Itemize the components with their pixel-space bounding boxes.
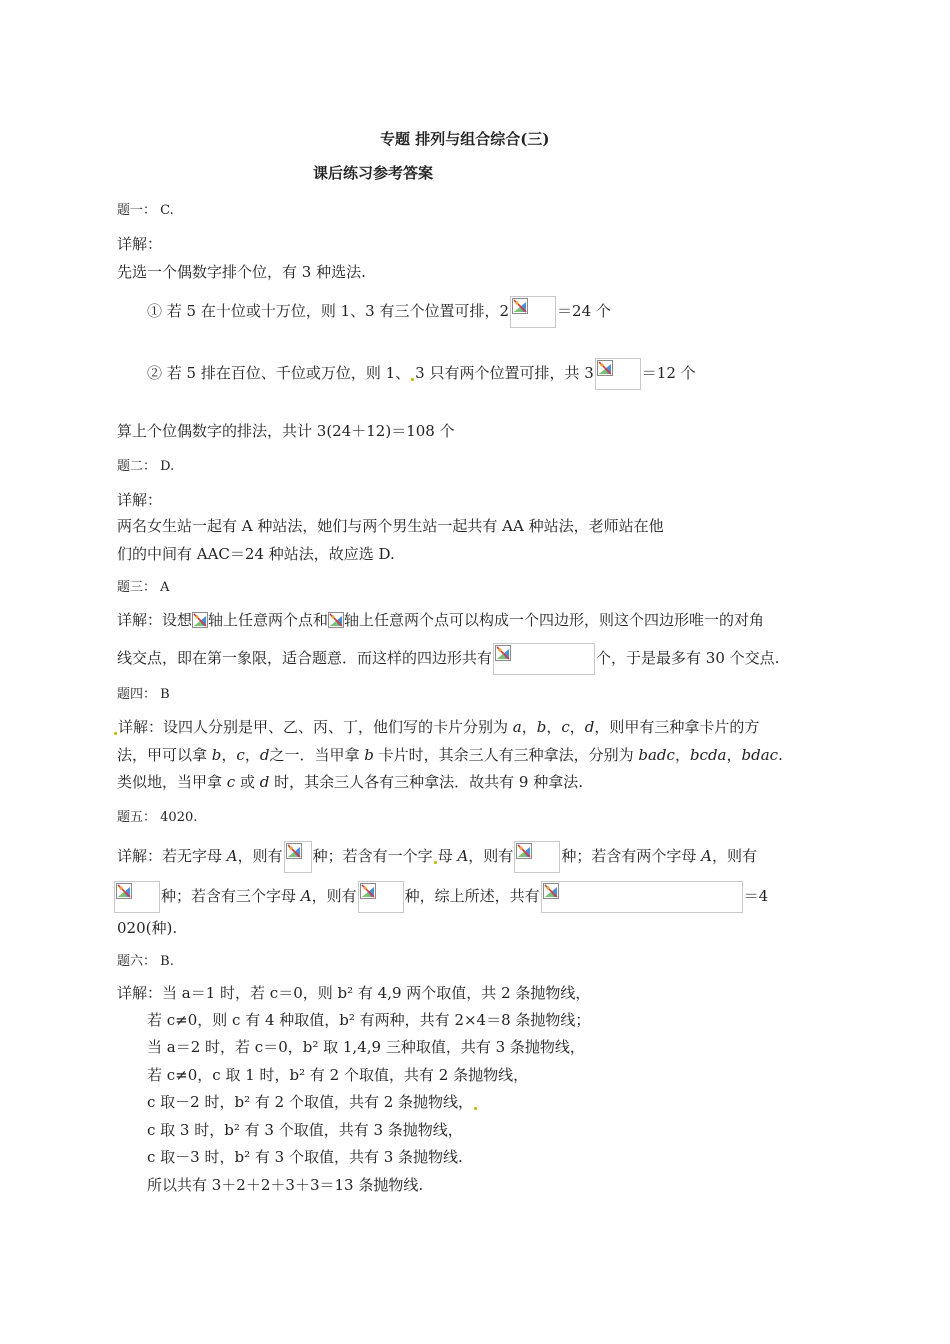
- broken-image-icon: [516, 843, 532, 859]
- q1-line1: 先选一个偶数字排个位，有 3 种选法.: [117, 263, 366, 281]
- broken-image-icon: [597, 360, 613, 376]
- q1-case2: [147, 358, 696, 390]
- q1-total: 算上个位偶数字的排法，共计 3(24＋12)＝108 个: [117, 422, 455, 440]
- broken-image-icon: [495, 645, 511, 661]
- q1-case1: [147, 296, 611, 328]
- broken-image-icon: [512, 298, 528, 314]
- var-d: d: [584, 718, 595, 736]
- q5-detail-label: 详解：: [117, 847, 163, 865]
- q5-text: ，则有: [711, 847, 757, 865]
- q6-line1: [117, 983, 590, 1003]
- formula-image: [514, 841, 560, 873]
- marker-dot: [114, 732, 117, 735]
- broken-image-icon: [328, 612, 344, 628]
- perm-badc: badc: [638, 746, 675, 764]
- q4-text: 卡片时，其余三人有三种拿法，分别为: [373, 746, 639, 764]
- comma: ，: [546, 718, 562, 736]
- var-A: A: [226, 847, 238, 865]
- perm-bcda: bcda: [689, 746, 727, 764]
- q3-detail-label: 详解：: [117, 611, 163, 629]
- broken-image-icon: [286, 843, 302, 859]
- q6-text: 当 a＝1 时，若 c＝0，则 b² 有 4,9 两个取值，共 2 条抛物线，: [162, 984, 591, 1002]
- formula-image: [493, 643, 595, 675]
- perm-bdac: bdac: [741, 746, 779, 764]
- q2-heading: [117, 457, 174, 477]
- q5-line3: 020(种).: [117, 919, 178, 937]
- comma: ，: [674, 746, 690, 764]
- q1-heading: [117, 201, 174, 221]
- q4-line1: [113, 717, 759, 737]
- q6-detail-label: 详解：: [117, 984, 163, 1002]
- q1-case1-text: ① 若 5 在十位或十万位，则 1、3 有三个位置可排，2: [147, 302, 510, 320]
- q1-answer: C.: [160, 203, 174, 218]
- q5-text: 种，综上所述，共有: [404, 887, 540, 905]
- marker-dot: [474, 1107, 477, 1110]
- marker-dot: [434, 861, 437, 864]
- var-c: c: [226, 773, 236, 791]
- formula-image: [284, 841, 312, 873]
- comma: ，: [726, 746, 742, 764]
- q6-answer: B.: [160, 954, 174, 969]
- q4-heading: [117, 685, 170, 705]
- q3-label: 题三：: [117, 580, 157, 595]
- q5-label: 题五：: [117, 810, 157, 825]
- formula-image: [510, 296, 556, 328]
- q3-text: 轴上任意两个点可以构成一个四边形，则这个四边形唯一的对角: [344, 611, 765, 629]
- q6-line3: 当 a＝2 时，若 c＝0，b² 取 1,4,9 三种取值，共有 3 条抛物线，: [147, 1038, 585, 1056]
- broken-image-icon: [116, 883, 132, 899]
- comma: ，: [569, 718, 585, 736]
- var-d: d: [259, 773, 270, 791]
- q3-text: 个，于是最多有 30 个交点.: [596, 649, 780, 667]
- broken-image-icon: [543, 883, 559, 899]
- q2-line1: 两名女生站一起有 A 种站法，她们与两个男生站一起共有 AA 种站法，老师站在他: [117, 517, 664, 535]
- q4-line2: [117, 745, 783, 765]
- q5-text: 若无字母: [162, 847, 227, 865]
- q5-text: 母: [437, 847, 458, 865]
- q1-detail-label: 详解：: [117, 235, 163, 253]
- q5-text: 种；若含有三个字母: [161, 887, 301, 905]
- comma: ，: [244, 746, 260, 764]
- q5-line1: [117, 841, 757, 873]
- q1-case1-result: ＝24 个: [557, 302, 611, 320]
- marker-dot: [411, 378, 414, 381]
- broken-image-icon: [360, 883, 376, 899]
- formula-image: [358, 881, 404, 913]
- q2-label: 题二：: [117, 459, 157, 474]
- q2-answer: D.: [160, 459, 175, 474]
- page-title: 专题 排列与组合综合(三): [380, 130, 550, 148]
- page-subtitle: 课后练习参考答案: [313, 164, 434, 182]
- q1-case2-text-a: ② 若 5 排在百位、千位或万位，则 1、: [147, 364, 411, 382]
- var-b: b: [211, 746, 222, 764]
- q5-text: ，则有: [468, 847, 514, 865]
- q3-text: 轴上任意两个点和: [208, 611, 329, 629]
- q4-text: 类似地，当甲拿: [117, 773, 227, 791]
- q5-text: ，则有: [311, 887, 357, 905]
- var-A: A: [300, 887, 312, 905]
- formula-image: [114, 881, 160, 913]
- q6-line2: 若 c≠0，则 c 有 4 种取值，b² 有两种，共有 2×4＝8 条抛物线；: [147, 1011, 591, 1029]
- q6-line4: 若 c≠0，c 取 1 时，b² 有 2 个取值，共有 2 条抛物线，: [147, 1066, 529, 1084]
- q6-text: c 取－2 时，b² 有 2 个取值，共有 2 条抛物线，: [147, 1093, 474, 1111]
- q5-answer: 4020.: [160, 810, 198, 825]
- var-b: b: [536, 718, 547, 736]
- var-d: d: [259, 746, 270, 764]
- q6-line6: c 取 3 时，b² 有 3 个取值，共有 3 条抛物线，: [147, 1121, 463, 1139]
- q4-text: 法，甲可以拿: [117, 746, 212, 764]
- q1-label: 题一：: [117, 203, 157, 218]
- q6-label: 题六：: [117, 954, 157, 969]
- var-c: c: [236, 746, 245, 764]
- q5-text: ，则有: [237, 847, 283, 865]
- q6-line8: 所以共有 3＋2＋2＋3＋3＝13 条抛物线.: [147, 1176, 424, 1194]
- q4-text: 详解：设四人分别是甲、乙、丙、丁，他们写的卡片分别为: [118, 718, 513, 736]
- q2-line2: 们的中间有 AAC＝24 种站法，故应选 D.: [117, 545, 395, 563]
- q3-text: 线交点，即在第一象限，适合题意．而这样的四边形共有: [117, 649, 493, 667]
- q3-answer: A: [160, 580, 170, 595]
- formula-image: [541, 881, 743, 913]
- q4-text: 之一．当甲拿: [269, 746, 365, 764]
- q2-detail-label: 详解：: [117, 491, 163, 509]
- q6-heading: [117, 952, 174, 972]
- comma: ，: [221, 746, 237, 764]
- var-A: A: [457, 847, 469, 865]
- formula-image: [595, 358, 641, 390]
- q4-line3: [117, 772, 583, 792]
- var-a: a: [512, 718, 522, 736]
- q5-heading: [117, 808, 197, 828]
- q4-answer: B: [160, 687, 170, 702]
- q3-text: 设想: [162, 611, 193, 629]
- broken-image-icon: [192, 612, 208, 628]
- comma: ，: [521, 718, 537, 736]
- q4-label: 题四：: [117, 687, 157, 702]
- var-b: b: [364, 746, 374, 764]
- var-A: A: [701, 847, 712, 865]
- var-c: c: [561, 718, 570, 736]
- q4-text: 或: [235, 773, 260, 791]
- q1-case2-text-b: 3 只有两个位置可排，共 3: [415, 364, 594, 382]
- q3-line1: [117, 610, 764, 630]
- q3-heading: [117, 578, 170, 598]
- q5-line2: [113, 881, 768, 913]
- q1-case2-result: ＝12 个: [641, 364, 696, 382]
- q5-text: 种；若含有两个字母: [561, 847, 702, 865]
- q6-line7: c 取－3 时，b² 有 3 个取值，共有 3 条抛物线.: [147, 1148, 463, 1166]
- period: .: [778, 746, 783, 764]
- q4-text: 时，其余三人各有三种拿法．故共有 9 种拿法.: [269, 773, 583, 791]
- q4-text: ，则甲有三种拿卡片的方: [594, 718, 760, 736]
- q3-line2: [117, 643, 779, 675]
- q6-line5: [147, 1092, 478, 1112]
- q5-text: 种；若含有一个字: [312, 847, 433, 865]
- q5-text: ＝4: [743, 887, 769, 905]
